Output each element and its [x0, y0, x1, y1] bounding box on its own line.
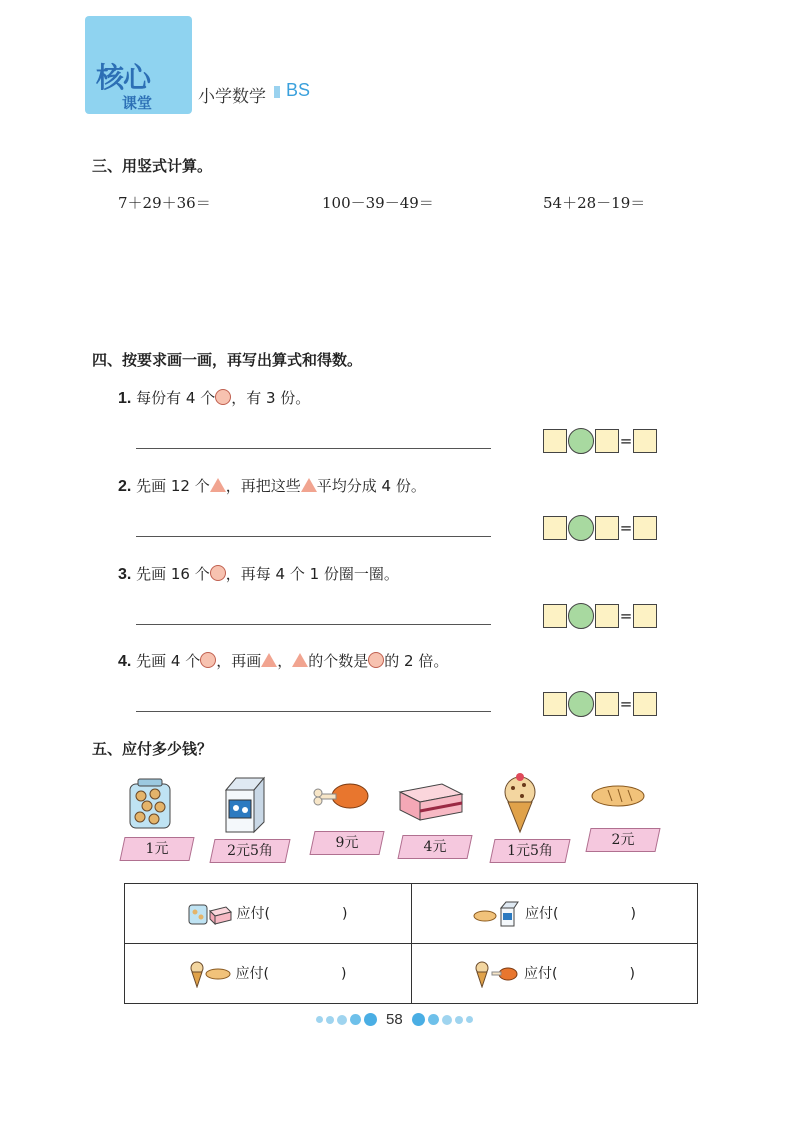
- circle-icon: [210, 565, 226, 581]
- answer-box[interactable]: [595, 429, 619, 453]
- cookie-jar-and-cake-icon: [188, 903, 232, 925]
- equals-sign: =: [619, 432, 633, 450]
- answer-box[interactable]: [595, 604, 619, 628]
- subject-title: 小学数学: [198, 87, 266, 107]
- ice-cream-and-bread-icon: [189, 960, 231, 988]
- operator-circle[interactable]: [568, 428, 594, 454]
- circle-icon: [215, 389, 231, 405]
- price-tag-bread: 2元: [585, 828, 660, 852]
- task-1: 1. 每份有 4 个 ，有 3 份。: [118, 389, 311, 407]
- operator-circle[interactable]: [568, 691, 594, 717]
- decor-dot: [466, 1016, 473, 1023]
- task-3: 3. 先画 16 个 ，再每 4 个 1 份圈一圈。: [118, 565, 399, 583]
- edition-label: BS: [286, 80, 311, 100]
- payment-table: [124, 883, 698, 1004]
- result-box[interactable]: [633, 692, 657, 716]
- circle-icon: [368, 652, 384, 668]
- price-tag-milk: 2元5角: [209, 839, 290, 863]
- circle-icon: [200, 652, 216, 668]
- price-tag-ice-cream: 1元5角: [489, 839, 570, 863]
- formula-1: [543, 427, 657, 455]
- bread-icon: [590, 784, 646, 808]
- drawing-line-3[interactable]: [136, 624, 491, 625]
- bread-and-milk-icon: [473, 901, 521, 927]
- drawing-line-1[interactable]: [136, 448, 491, 449]
- operator-circle[interactable]: [568, 603, 594, 629]
- logo-text-ketang: 课堂: [122, 94, 153, 112]
- triangle-icon: [301, 478, 317, 492]
- page-footer: [316, 1011, 473, 1028]
- expr-3: 54＋28－19＝: [543, 194, 646, 212]
- formula-4: [543, 690, 657, 718]
- task-number: 4.: [118, 653, 132, 670]
- answer-box[interactable]: [543, 429, 567, 453]
- payment-cell: 应付( ): [125, 884, 412, 944]
- task-4: 4. 先画 4 个 ，再画 ， 的个数是 的 2 倍。: [118, 652, 449, 670]
- ice-cream-and-chicken-icon: [474, 960, 520, 988]
- ice-cream-icon: [500, 772, 540, 834]
- decor-dot: [316, 1016, 323, 1023]
- result-box[interactable]: [633, 429, 657, 453]
- chicken-leg-icon: [312, 782, 370, 812]
- task-2: 2. 先画 12 个 ，再把这些 平均分成 4 份。: [118, 477, 426, 495]
- expr-1: 7＋29＋36＝: [118, 194, 211, 212]
- decor-dot: [337, 1015, 347, 1025]
- triangle-icon: [261, 653, 277, 667]
- task-number: 3.: [118, 566, 132, 583]
- section3-title: 三、用竖式计算。: [92, 157, 213, 175]
- triangle-icon: [210, 478, 226, 492]
- price-tag-cake: 4元: [397, 835, 472, 859]
- answer-box[interactable]: [543, 692, 567, 716]
- decor-dot: [364, 1013, 377, 1026]
- result-box[interactable]: [633, 604, 657, 628]
- expr-2: 100－39－49＝: [322, 194, 434, 212]
- decor-dot: [412, 1013, 425, 1026]
- answer-box[interactable]: [595, 692, 619, 716]
- logo-text-hexin: 核心: [96, 61, 151, 94]
- section5-title: 五、应付多少钱？: [92, 740, 213, 758]
- payment-cell: 应付( ): [411, 944, 698, 1004]
- decor-dot: [442, 1015, 452, 1025]
- formula-2: [543, 514, 657, 542]
- milk-carton-icon: [220, 776, 272, 834]
- triangle-icon: [292, 653, 308, 667]
- payment-cell: 应付( ): [411, 884, 698, 944]
- answer-box[interactable]: [543, 604, 567, 628]
- answer-box[interactable]: [595, 516, 619, 540]
- cake-slice-icon: [398, 782, 464, 822]
- formula-3: [543, 602, 657, 630]
- decor-dot: [455, 1016, 463, 1024]
- header-marker: [274, 86, 280, 98]
- answer-box[interactable]: [543, 516, 567, 540]
- equals-sign: =: [619, 695, 633, 713]
- operator-circle[interactable]: [568, 515, 594, 541]
- equals-sign: =: [619, 607, 633, 625]
- drawing-line-2[interactable]: [136, 536, 491, 537]
- decor-dot: [326, 1016, 334, 1024]
- equals-sign: =: [619, 519, 633, 537]
- section4-title: 四、按要求画一画，再写出算式和得数。: [92, 351, 363, 369]
- decor-dot: [428, 1014, 439, 1025]
- price-tag-chicken: 9元: [309, 831, 384, 855]
- payment-cell: 应付( ): [125, 944, 412, 1004]
- price-tag-cookies: 1元: [119, 837, 194, 861]
- page-number: 58: [386, 1011, 403, 1028]
- drawing-line-4[interactable]: [136, 711, 491, 712]
- task-number: 2.: [118, 478, 132, 495]
- cookie-jar-icon: [128, 778, 172, 830]
- result-box[interactable]: [633, 516, 657, 540]
- task-number: 1.: [118, 390, 132, 407]
- decor-dot: [350, 1014, 361, 1025]
